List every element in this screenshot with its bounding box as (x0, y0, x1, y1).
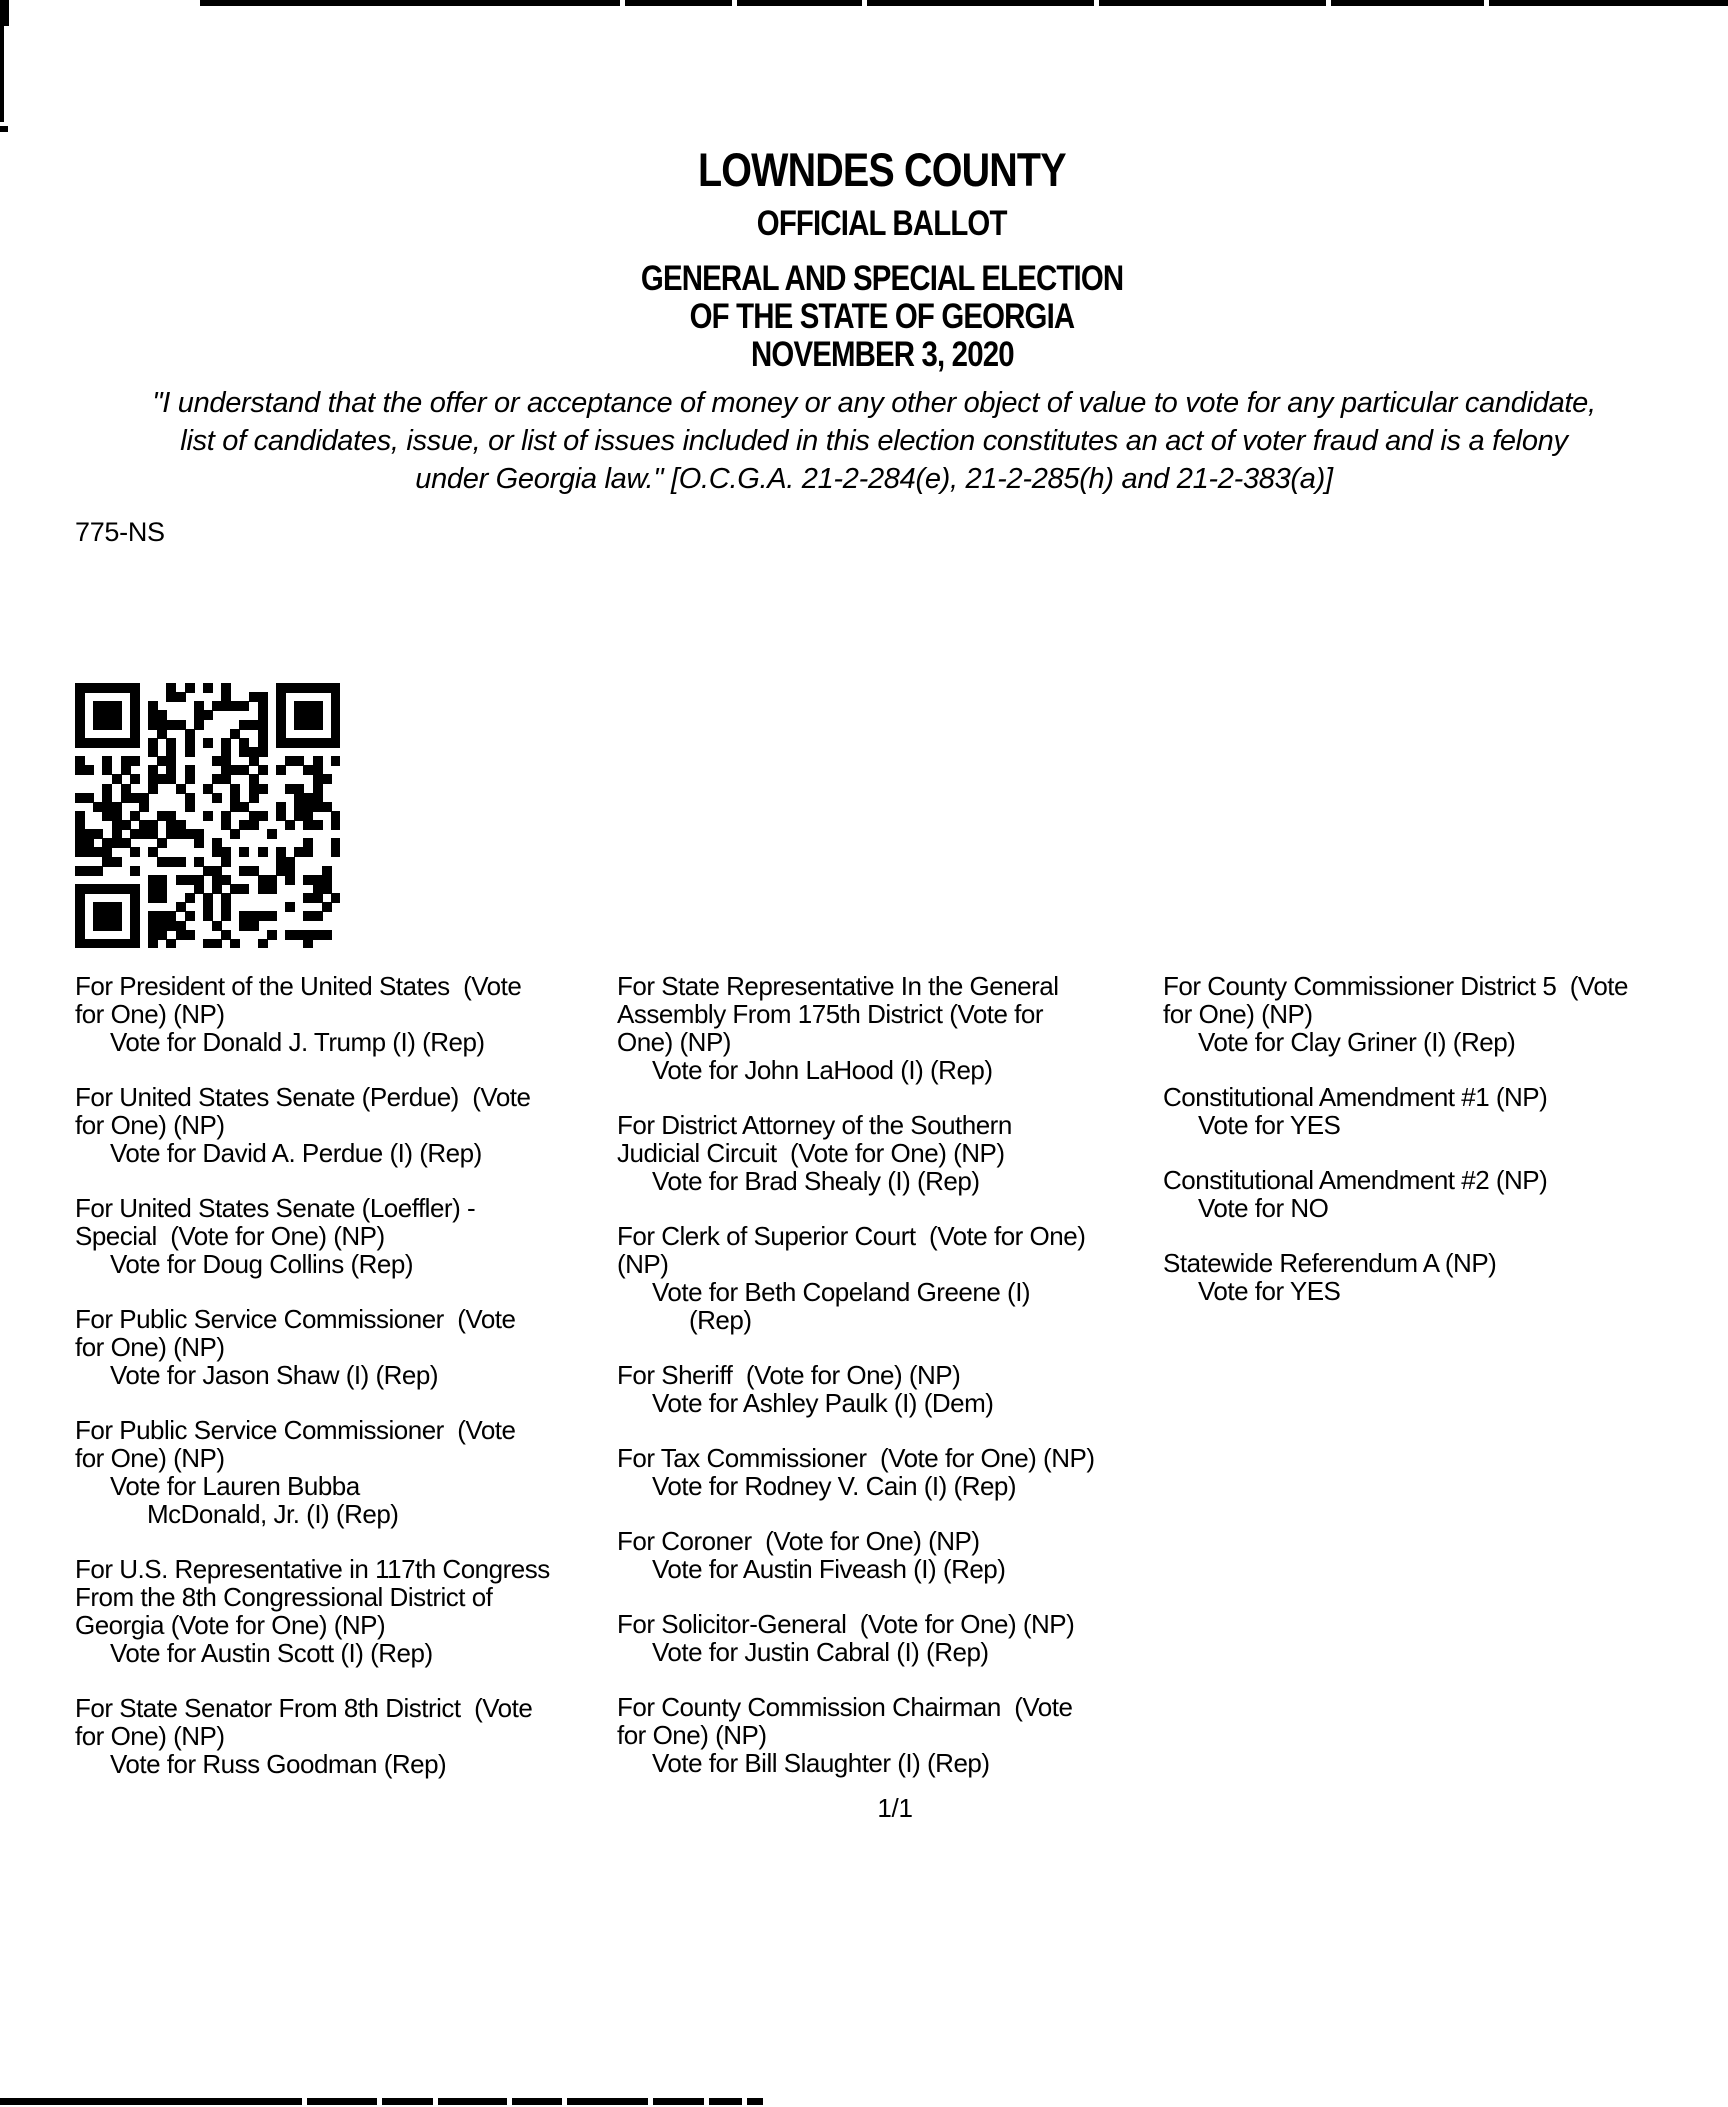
vote-line: Vote for Donald J. Trump (I) (Rep) (110, 1027, 485, 1057)
contest-title-line: Statewide Referendum A (NP) (1163, 1248, 1497, 1278)
timing-mark-gap (742, 2098, 747, 2105)
contest-title-line: For County Commission Chairman (Vote (617, 1692, 1073, 1722)
timing-mark-gap (562, 2098, 567, 2105)
contest (75, 1555, 620, 1667)
contest (75, 1083, 620, 1167)
contest-title-line: For President of the United States (Vote (75, 971, 522, 1001)
contest-title-line: One) (NP) (617, 1027, 731, 1057)
election-title-line1 (0, 259, 1728, 299)
vote-line: Vote for YES (1198, 1110, 1341, 1140)
contest (1163, 1249, 1728, 1305)
contest (617, 1693, 1165, 1777)
vote-line: Vote for Austin Scott (I) (Rep) (110, 1638, 433, 1668)
timing-mark-gap (1094, 0, 1099, 6)
contest-title-line: Constitutional Amendment #1 (NP) (1163, 1082, 1548, 1112)
vote-line: Vote for Austin Fiveash (I) (Rep) (652, 1554, 1006, 1584)
vote-line: Vote for David A. Perdue (I) (Rep) (110, 1138, 482, 1168)
vote-line: Vote for Rodney V. Cain (I) (Rep) (652, 1471, 1017, 1501)
fraud-warning (0, 384, 1728, 498)
contest-title-line: for One) (NP) (617, 1720, 767, 1750)
vote-line: Vote for NO (1198, 1193, 1329, 1223)
contest-title-line: Assembly From 175th District (Vote for (617, 999, 1044, 1029)
contest-title-line: For Sheriff (Vote for One) (NP) (617, 1360, 961, 1390)
timing-mark-top (200, 0, 1728, 6)
contest-title-line: For United States Senate (Loeffler) - (75, 1193, 476, 1223)
contest (617, 972, 1165, 1084)
qr-code (75, 683, 340, 948)
county-title-text: LOWNDES COUNTY (698, 143, 1066, 196)
contest-title-line: For State Senator From 8th District (Vote (75, 1693, 533, 1723)
contest-title-line: For State Representative In the General (617, 971, 1059, 1001)
contest-title-line: for One) (NP) (75, 1110, 225, 1140)
contest-title-line: for One) (NP) (75, 1443, 225, 1473)
contest (1163, 1166, 1728, 1222)
contest-title-line: for One) (NP) (1163, 999, 1313, 1029)
contest-title-line: From the 8th Congressional District of (75, 1582, 493, 1612)
contest-title-line: Georgia (Vote for One) (NP) (75, 1610, 386, 1640)
contest-title-line: for One) (NP) (75, 1721, 225, 1751)
timing-mark-gap (302, 2098, 307, 2105)
contest-title-line: Constitutional Amendment #2 (NP) (1163, 1165, 1548, 1195)
contest (617, 1444, 1165, 1500)
contest-title-line: for One) (NP) (75, 999, 225, 1029)
timing-mark-gap (620, 0, 625, 6)
contest-title-line: Special (Vote for One) (NP) (75, 1221, 385, 1251)
official-ballot-text: OFFICIAL BALLOT (757, 204, 1007, 243)
contest (75, 1305, 620, 1389)
vote-line: Vote for Lauren Bubba (110, 1471, 360, 1501)
vote-line: Vote for Russ Goodman (Rep) (110, 1749, 447, 1779)
timing-mark-gap (377, 2098, 382, 2105)
election-title-text1: GENERAL AND SPECIAL ELECTION (640, 259, 1124, 298)
contest (617, 1111, 1165, 1195)
timing-mark-gap (648, 2098, 653, 2105)
contest-title-line: For County Commissioner District 5 (Vote (1163, 971, 1628, 1001)
contest-title-line: For Solicitor-General (Vote for One) (NP) (617, 1609, 1075, 1639)
timing-mark-left-top (0, 0, 9, 26)
vote-line: Vote for Bill Slaughter (I) (Rep) (652, 1748, 990, 1778)
contest-title-line: For U.S. Representative in 117th Congress (75, 1554, 550, 1584)
election-date-text: NOVEMBER 3, 2020 (750, 335, 1014, 374)
timing-mark-left-tick (0, 126, 8, 132)
contest (617, 1361, 1165, 1417)
ballot-column-right (1163, 972, 1728, 1332)
election-title-line2 (0, 297, 1728, 337)
contest-title-line: For Public Service Commissioner (Vote (75, 1415, 516, 1445)
contest (617, 1610, 1165, 1666)
timing-mark-gap (862, 0, 867, 6)
timing-mark-gap (507, 2098, 512, 2105)
contest-title-line: For Public Service Commissioner (Vote (75, 1304, 516, 1334)
contest (1163, 972, 1728, 1056)
contest-title-line: Judicial Circuit (Vote for One) (NP) (617, 1138, 1005, 1168)
timing-mark-gap (433, 2098, 438, 2105)
contest-title-line: For United States Senate (Perdue) (Vote (75, 1082, 531, 1112)
contest-title-line: For Coroner (Vote for One) (NP) (617, 1526, 980, 1556)
fraud-warning-line: "I understand that the offer or acceptance of money or any other object of value to vote for any particular candidate, (152, 387, 1596, 419)
fraud-warning-line: list of candidates, issue, or list of issues included in this election constitutes an act of voter fraud and is a felony (180, 425, 1568, 457)
timing-mark-gap (704, 2098, 709, 2105)
ballot-column-middle (617, 972, 1165, 1804)
vote-line: Vote for Brad Shealy (I) (Rep) (652, 1166, 980, 1196)
election-date (0, 335, 1728, 375)
official-ballot-title (0, 204, 1728, 244)
vote-line: Vote for Jason Shaw (I) (Rep) (110, 1360, 438, 1390)
contest (75, 1694, 620, 1778)
fraud-warning-line: under Georgia law." [O.C.G.A. 21-2-284(e), 21-2-285(h) and 21-2-383(a)] (415, 463, 1333, 495)
timing-mark-bottom (0, 2098, 763, 2105)
contest (617, 1222, 1165, 1334)
contest (75, 1416, 620, 1528)
vote-line: Vote for John LaHood (I) (Rep) (652, 1055, 993, 1085)
contest (75, 1194, 620, 1278)
vote-line: Vote for Clay Griner (I) (Rep) (1198, 1027, 1516, 1057)
page-number: 1/1 (877, 1793, 913, 1823)
county-title (0, 142, 1728, 197)
vote-line: Vote for Justin Cabral (I) (Rep) (652, 1637, 989, 1667)
vote-line: Vote for YES (1198, 1276, 1341, 1306)
ballot-style-number: 775-NS (75, 517, 165, 547)
vote-line: Vote for Beth Copeland Greene (I) (652, 1277, 1031, 1307)
vote-line: Vote for Ashley Paulk (I) (Dem) (652, 1388, 994, 1418)
contest (1163, 1083, 1728, 1139)
contest-title-line: For Clerk of Superior Court (Vote for One) (617, 1221, 1086, 1251)
ballot-column-left (75, 972, 620, 1805)
contest-title-line: For Tax Commissioner (Vote for One) (NP) (617, 1443, 1095, 1473)
vote-line: McDonald, Jr. (I) (Rep) (147, 1499, 399, 1529)
timing-mark-gap (1326, 0, 1331, 6)
vote-line: (Rep) (689, 1305, 752, 1335)
contest-title-line: For District Attorney of the Southern (617, 1110, 1012, 1140)
election-title-text2: OF THE STATE OF GEORGIA (689, 297, 1075, 336)
contest-title-line: (NP) (617, 1249, 669, 1279)
timing-mark-gap (1484, 0, 1489, 6)
contest (617, 1527, 1165, 1583)
vote-line: Vote for Doug Collins (Rep) (110, 1249, 413, 1279)
contest-title-line: for One) (NP) (75, 1332, 225, 1362)
timing-mark-gap (732, 0, 737, 6)
contest (75, 972, 620, 1056)
